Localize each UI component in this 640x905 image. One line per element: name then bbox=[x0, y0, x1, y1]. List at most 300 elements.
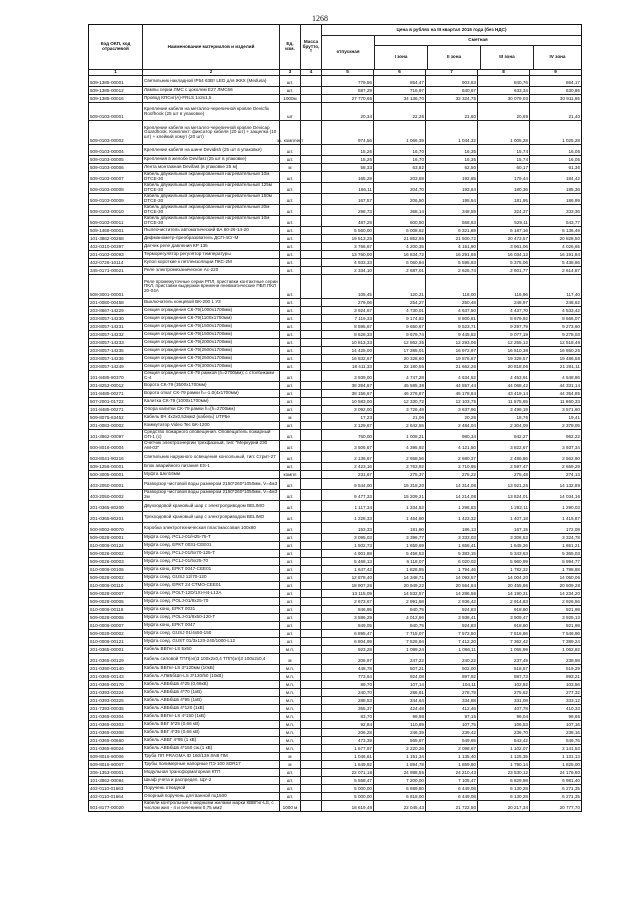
row-code: 509-0103-00009 bbox=[90, 198, 124, 204]
row-zone3-price: 181,95 bbox=[477, 194, 529, 204]
row-zone3-price: 19 328,57 bbox=[477, 355, 529, 362]
row-zone1-price: 6 008,62 bbox=[373, 227, 425, 234]
row-name: Кабель двужильный экранированный нагревательный 150м DTCE-30 bbox=[142, 194, 279, 204]
row-zone4-price: 2 926,56 bbox=[529, 598, 581, 605]
row-zone4-price: 2 659,29 bbox=[529, 463, 581, 470]
row-unit: м bbox=[279, 414, 300, 421]
row-zone1-price: 45 585,38 bbox=[373, 382, 425, 389]
row-mass bbox=[300, 103, 321, 120]
row-unit: шт. bbox=[279, 251, 300, 258]
row-code: 510-0006-00124 bbox=[90, 543, 124, 549]
row-mass bbox=[300, 76, 321, 86]
row-release-price: 16 832,67 bbox=[321, 355, 373, 362]
row-zone1-price: 22,26 bbox=[373, 103, 425, 120]
row-unit: м.п. bbox=[279, 729, 300, 736]
row-zone1-price: 1 099,24 bbox=[373, 646, 425, 653]
table-row bbox=[89, 680, 581, 688]
row-zone3-price: 14 004,20 bbox=[477, 574, 529, 581]
row-name: Шкаф учета и распредел. ЩУ-2 bbox=[142, 777, 279, 784]
row-name: Коробка электротехническая пластмассовая 100х80 bbox=[142, 523, 279, 533]
row-zone3-price: 887,73 bbox=[477, 673, 529, 680]
row-zone3-price: 248,97 bbox=[477, 299, 529, 306]
row-zone2-price: 278,79 bbox=[425, 689, 477, 696]
row-code: 510-0006-00110 bbox=[90, 583, 124, 589]
row-zone4-price: 1 788,88 bbox=[529, 566, 581, 573]
row-mass bbox=[300, 422, 321, 429]
row-unit: шт. bbox=[279, 331, 300, 338]
row-name: Лампы серии ЛМС с цоколем Е27 ЛМС66 bbox=[142, 87, 279, 94]
row-mass bbox=[300, 550, 321, 557]
row-code: 201-0103-00093 bbox=[90, 252, 124, 258]
row-release-price: 13 760,00 bbox=[321, 251, 373, 258]
row-release-price: 355,37 bbox=[321, 705, 373, 712]
table-row bbox=[89, 800, 581, 811]
row-code: 101-8485-00271 bbox=[90, 391, 124, 397]
row-zone1-price: 15 318,20 bbox=[373, 479, 425, 489]
row-name: Опорный поручень для ванной пц1500 bbox=[142, 793, 279, 800]
row-zone1-price: 2 642,55 bbox=[373, 422, 425, 429]
row-unit: шт. bbox=[279, 777, 300, 784]
row-zone1-price: 924,08 bbox=[373, 673, 425, 680]
row-unit: шт. bbox=[279, 452, 300, 462]
row-zone2-price: 6 321,89 bbox=[425, 227, 477, 234]
row-zone4-price: 277,32 bbox=[529, 689, 581, 696]
table-row bbox=[89, 462, 581, 470]
row-zone4-price: 21,40 bbox=[529, 103, 581, 120]
table-row bbox=[89, 234, 581, 242]
row-code: 510-0006-00106 bbox=[90, 567, 124, 573]
row-zone2-price: 107,75 bbox=[425, 721, 477, 728]
row-zone1-price: 15 209,21 bbox=[373, 490, 425, 500]
row-release-price: 279,06 bbox=[321, 299, 373, 306]
row-zone2-price: 195,54 bbox=[425, 194, 477, 204]
row-release-price: 5 468,13 bbox=[321, 558, 373, 565]
row-zone1-price: 1 826,55 bbox=[373, 566, 425, 573]
row-mass bbox=[300, 471, 321, 478]
row-name: Секция ограждения СК-79(1500х1700мм) bbox=[142, 323, 279, 330]
row-name: Кабель ВВГ 5*25 (0,66 кВ) bbox=[142, 721, 279, 728]
row-unit: шт. bbox=[279, 315, 300, 322]
row-zone1-price: 21,06 bbox=[373, 414, 425, 421]
row-zone4-price: 962,22 bbox=[529, 430, 581, 440]
row-unit: шт. bbox=[279, 339, 300, 346]
row-zone4-price: 1 825,00 bbox=[529, 761, 581, 768]
row-zone1-price: 16,70 bbox=[373, 145, 425, 155]
row-zone1-price: 7 526,94 bbox=[373, 638, 425, 645]
row-name: Трехходовой крановый шар с электроприводом BELIMO bbox=[142, 512, 279, 522]
row-name: Кабель АВБбШв 4*25 (0,66кВ) bbox=[142, 681, 279, 688]
table-row bbox=[89, 314, 581, 322]
row-mass bbox=[300, 406, 321, 413]
row-zone2-price: 5 595,93 bbox=[425, 259, 477, 266]
row-code: 403-2050-00002 bbox=[90, 494, 124, 500]
row-release-price: 89,70 bbox=[321, 681, 373, 688]
header-zone1: I зона bbox=[394, 54, 408, 60]
row-unit: шт. bbox=[279, 347, 300, 354]
row-zone1-price: 16,70 bbox=[373, 156, 425, 163]
row-release-price: 2 129,67 bbox=[321, 422, 373, 429]
row-release-price: 298,73 bbox=[321, 205, 373, 215]
table-row bbox=[89, 330, 581, 338]
table-row bbox=[89, 629, 581, 637]
row-name: Светильник наружного освещения консольный, тип: Стрит-27 bbox=[142, 452, 279, 462]
table-row bbox=[89, 182, 581, 193]
row-zone1-price: 3 396,77 bbox=[373, 534, 425, 541]
row-code: 509-0026-00003 bbox=[90, 559, 124, 565]
row-release-price: 2 334,10 bbox=[321, 267, 373, 274]
row-zone4-price: 20 509,28 bbox=[529, 582, 581, 589]
row-zone3-price: 529,11 bbox=[477, 216, 529, 226]
table-row bbox=[89, 653, 581, 664]
row-name: Муфта Шкл16мм bbox=[142, 471, 279, 478]
row-zone2-price: 14 286,56 bbox=[425, 590, 477, 597]
row-zone2-price: 239,42 bbox=[425, 729, 477, 736]
row-zone4-price: 4 548,86 bbox=[529, 371, 581, 381]
row-zone3-price: 20 818,06 bbox=[477, 363, 529, 370]
row-zone1-price: 368,14 bbox=[373, 205, 425, 215]
row-release-price: 166,11 bbox=[321, 183, 373, 193]
row-zone2-price: 502,00 bbox=[425, 665, 477, 672]
table-row bbox=[89, 645, 581, 653]
row-release-price: 165,28 bbox=[321, 172, 373, 182]
row-unit: шт. bbox=[279, 622, 300, 629]
header-prices bbox=[321, 25, 581, 69]
table-row bbox=[89, 250, 581, 258]
row-zone2-price: 250,48 bbox=[425, 299, 477, 306]
row-zone3-price: 918,60 bbox=[477, 622, 529, 629]
row-zone1-price: 204,70 bbox=[373, 183, 425, 193]
row-zone4-price: 2 379,05 bbox=[529, 422, 581, 429]
row-zone3-price: 1 407,18 bbox=[477, 512, 529, 522]
row-unit: м.п. bbox=[279, 737, 300, 744]
row-mass bbox=[300, 156, 321, 163]
row-zone4-price: 14 034,16 bbox=[529, 490, 581, 500]
table-row bbox=[89, 511, 581, 522]
row-unit: шт. bbox=[279, 614, 300, 621]
row-zone3-price: 2 597,47 bbox=[477, 463, 529, 470]
row-mass bbox=[300, 729, 321, 736]
table-row bbox=[89, 75, 581, 86]
row-release-price: 13 115,09 bbox=[321, 590, 373, 597]
row-code: 203-8667-14229 bbox=[90, 308, 124, 314]
row-code: 509-0103-00008 bbox=[90, 187, 124, 193]
row-release-price: 3 924,67 bbox=[321, 307, 373, 314]
row-zone1-price: 1 659,69 bbox=[373, 542, 425, 549]
row-zone3-price: 3 306,53 bbox=[477, 534, 529, 541]
row-zone1-price: 9 679,74 bbox=[373, 331, 425, 338]
header-num: 5 bbox=[321, 70, 373, 75]
row-zone3-price: 44 068,42 bbox=[477, 382, 529, 389]
row-unit: эк. комплект bbox=[279, 121, 300, 144]
row-mass bbox=[300, 614, 321, 621]
row-zone1-price: 1 066,39 bbox=[373, 121, 425, 144]
row-name: Муфта соед. PCLJ-01/5х25-70 bbox=[142, 558, 279, 565]
row-mass bbox=[300, 501, 321, 511]
table-row bbox=[89, 94, 581, 102]
row-zone2-price: 14 314,08 bbox=[425, 479, 477, 489]
row-mass bbox=[300, 622, 321, 629]
row-code: 203-8057-14231 bbox=[90, 324, 124, 330]
row-zone1-price: 12 330,72 bbox=[373, 398, 425, 405]
table-row bbox=[89, 413, 581, 421]
row-zone2-price: 348,59 bbox=[425, 205, 477, 215]
row-release-price: 8 628,33 bbox=[321, 331, 373, 338]
row-code: 509-8016-90006 bbox=[90, 754, 124, 760]
row-zone2-price: 897,92 bbox=[425, 673, 477, 680]
row-zone1-price: 16 834,72 bbox=[373, 251, 425, 258]
row-name: Секция ограждения СК-79(1100х1700мм) bbox=[142, 315, 279, 322]
row-mass bbox=[300, 452, 321, 462]
row-mass bbox=[300, 390, 321, 397]
row-zone2-price: 1 296,83 bbox=[425, 501, 477, 511]
row-zone2-price: 1 859,60 bbox=[425, 761, 477, 768]
row-code: 101-3862-00084 bbox=[90, 778, 124, 784]
row-zone3-price: 106,53 bbox=[477, 721, 529, 728]
row-code: 201-0080-00458 bbox=[90, 300, 124, 306]
row-unit: шт. bbox=[279, 183, 300, 193]
row-zone4-price: 3 571,60 bbox=[529, 406, 581, 413]
header-unit: Ед. изм. bbox=[279, 25, 300, 69]
row-zone3-price: 4 437,70 bbox=[477, 307, 529, 314]
row-name: Кабель двужильный экранированный нагревательный 10м DTCE-30 bbox=[142, 216, 279, 226]
row-name: Муфта соед. ЕРКТ 0031-СЕЕ01 bbox=[142, 542, 279, 549]
row-zone1-price: 854,47 bbox=[373, 76, 425, 86]
row-name: Ворота СК-79 (3500х1700мм) bbox=[142, 382, 279, 389]
row-unit: шт. bbox=[279, 205, 300, 215]
row-code: 509-0103-00007 bbox=[90, 176, 124, 182]
row-zone4-price: 5 365,03 bbox=[529, 550, 581, 557]
row-zone4-price: 16,05 bbox=[529, 145, 581, 155]
row-release-price: 153,33 bbox=[321, 523, 373, 533]
row-zone2-price: 412,46 bbox=[425, 705, 477, 712]
header-number-row bbox=[89, 69, 581, 75]
row-mass bbox=[300, 558, 321, 565]
row-name: Муфта соед. ЕРКТ 24 СТМО-СЕЕ01 bbox=[142, 582, 279, 589]
row-zone1-price: 14 348,71 bbox=[373, 574, 425, 581]
row-name: Секция ограждения СК-79(2500х1700мм) bbox=[142, 347, 279, 354]
row-zone4-price: 9 273,60 bbox=[529, 323, 581, 330]
row-zone2-price: 980,34 bbox=[425, 430, 477, 440]
row-zone1-price: 940,75 bbox=[373, 606, 425, 613]
row-zone3-price: 6 130,28 bbox=[477, 785, 529, 792]
row-unit: шт. bbox=[279, 490, 300, 500]
row-zone1-price: 565,67 bbox=[373, 737, 425, 744]
header-delivery: Сметная bbox=[375, 36, 581, 46]
row-zone4-price: 5 438,86 bbox=[529, 259, 581, 266]
row-zone2-price: 21 722,50 bbox=[425, 801, 477, 811]
header-zone3: III зона bbox=[480, 46, 533, 69]
row-zone2-price: 1 044,32 bbox=[425, 121, 477, 144]
table-row bbox=[89, 429, 581, 440]
row-mass bbox=[300, 121, 321, 144]
row-name: Кабель АВБбШв 4*95 (1кВ) bbox=[142, 697, 279, 704]
row-zone2-price: 5 383,15 bbox=[425, 550, 477, 557]
row-release-price: 6 895,47 bbox=[321, 630, 373, 637]
header-zone2: II зона bbox=[427, 46, 480, 69]
row-zone3-price: 3 822,67 bbox=[477, 441, 529, 451]
row-zone2-price: 4 121,50 bbox=[425, 441, 477, 451]
row-name: Трубы полимерные напорные ПЭ 100 SDR17 bbox=[142, 761, 279, 768]
table-row bbox=[89, 338, 581, 346]
row-zone3-price: 20 473,57 bbox=[477, 235, 529, 242]
row-zone2-price: 24 210,43 bbox=[425, 769, 477, 776]
row-zone4-price: 8 666,07 bbox=[529, 315, 581, 322]
row-release-price: 4 933,33 bbox=[321, 259, 373, 266]
row-code: 509-0103-00010 bbox=[90, 209, 124, 215]
row-release-price: 231,67 bbox=[321, 471, 373, 478]
row-name: Модульная трансформаторная КТП bbox=[142, 769, 279, 776]
row-zone1-price: 2 991,68 bbox=[373, 598, 425, 605]
row-name: Кабель АПвБбШп-LS 3*120/50 (10кВ) bbox=[142, 673, 279, 680]
row-zone2-price: 45 178,84 bbox=[425, 390, 477, 397]
row-name: Муфта соед. PCLJ-01/5х70-125-Т bbox=[142, 550, 279, 557]
row-release-price: 3 939,00 bbox=[321, 371, 373, 381]
row-zone1-price: 716,97 bbox=[373, 87, 425, 94]
row-release-price: 15,26 bbox=[321, 145, 373, 155]
row-unit: шт. bbox=[279, 323, 300, 330]
row-zone1-price: 1 894,78 bbox=[373, 761, 425, 768]
row-zone2-price: 192,85 bbox=[425, 172, 477, 182]
row-code: 509-0103-00002 bbox=[90, 138, 124, 144]
row-zone3-price: 5 960,99 bbox=[477, 558, 529, 565]
row-zone2-price: 903,63 bbox=[425, 76, 477, 86]
row-zone1-price: 9 174,82 bbox=[373, 315, 425, 322]
row-name: Крепление кабеля на шине Devidish (25 шт в упаковке) bbox=[142, 145, 279, 155]
row-release-price: 3 506,67 bbox=[321, 441, 373, 451]
table-row bbox=[89, 258, 581, 266]
row-unit: м bbox=[279, 753, 300, 760]
row-zone3-price: 8 679,92 bbox=[477, 315, 529, 322]
row-zone3-price: 3 961,06 bbox=[477, 243, 529, 250]
row-name: Кабель двужильный экранированный нагревательный 125м DTCE-30 bbox=[142, 183, 279, 193]
row-zone1-price: 14 532,57 bbox=[373, 590, 425, 597]
row-zone2-price: 14 214,08 bbox=[425, 490, 477, 500]
row-zone1-price: 7 200,00 bbox=[373, 777, 425, 784]
row-zone2-price: 1 066,11 bbox=[425, 646, 477, 653]
row-zone2-price: 4 634,52 bbox=[425, 371, 477, 381]
row-zone2-price: 2 484,04 bbox=[425, 422, 477, 429]
row-zone3-price: 2 914,83 bbox=[477, 598, 529, 605]
row-code: 509-0028-00007 bbox=[90, 591, 124, 597]
table-row bbox=[89, 163, 581, 171]
row-code: 510-0006-00007 bbox=[90, 623, 124, 629]
row-code: 201-0365-80024 bbox=[90, 746, 124, 752]
row-release-price: 14 425,00 bbox=[321, 347, 373, 354]
row-zone1-price: 63,82 bbox=[373, 164, 425, 171]
row-zone2-price: 924,83 bbox=[425, 622, 477, 629]
row-zone2-price: 275,22 bbox=[425, 471, 477, 478]
table-row bbox=[89, 346, 581, 354]
row-zone2-price: 1 656,41 bbox=[425, 542, 477, 549]
row-name: Кабель АВБбШв 4*70 (1кВ) bbox=[142, 689, 279, 696]
row-mass bbox=[300, 355, 321, 362]
row-release-price: 6 804,99 bbox=[321, 638, 373, 645]
row-name: Кабель двужильный экранированный нагревательный 20м DTCE-30 bbox=[142, 205, 279, 215]
row-release-price: 5 000,00 bbox=[321, 793, 373, 800]
row-zone3-price: 407,78 bbox=[477, 705, 529, 712]
row-zone3-price: 840,76 bbox=[477, 76, 529, 86]
row-unit: м bbox=[279, 761, 300, 768]
row-name: Кабель ВЧ 4х2х0,52мм2 (кабель) UTP5е bbox=[142, 414, 279, 421]
row-zone3-price: 1 005,28 bbox=[477, 121, 529, 144]
table-row bbox=[89, 792, 581, 800]
row-mass bbox=[300, 542, 321, 549]
row-code: 509-0103-00001 bbox=[90, 114, 124, 120]
row-zone2-price: 21,60 bbox=[425, 103, 477, 120]
row-release-price: 448,78 bbox=[321, 665, 373, 672]
row-zone3-price: 9 077,19 bbox=[477, 331, 529, 338]
row-zone4-price: 12 518,49 bbox=[529, 339, 581, 346]
row-mass bbox=[300, 259, 321, 266]
row-mass bbox=[300, 785, 321, 792]
row-name: Крепление кабеля на металло-черепичной кровле Devicap Guardhook. Комплект: фиксатор кабеля (20 шт) + защелка (10 шт) + клейкий хомут (20 шт) bbox=[142, 121, 279, 144]
row-zone4-price: 4 026,65 bbox=[529, 243, 581, 250]
row-zone4-price: 30 911,65 bbox=[529, 95, 581, 102]
row-unit: шт. bbox=[279, 566, 300, 573]
row-name: Кабель ВВГ 4*35 (0,66 кВ) bbox=[142, 729, 279, 736]
row-zone4-price: 172,08 bbox=[529, 523, 581, 533]
table-row bbox=[89, 215, 581, 226]
row-release-price: 105,45 bbox=[321, 275, 373, 298]
row-zone4-price: 333,12 bbox=[529, 697, 581, 704]
row-zone4-price: 21 261,11 bbox=[529, 363, 581, 370]
row-unit: шт. bbox=[279, 422, 300, 429]
row-zone4-price: 543,77 bbox=[529, 216, 581, 226]
table-row bbox=[89, 397, 581, 405]
row-zone4-price: 333,36 bbox=[529, 205, 581, 215]
row-unit: шт. bbox=[279, 267, 300, 274]
row-zone2-price: 118,00 bbox=[425, 275, 477, 298]
row-zone1-price: 7 715,07 bbox=[373, 630, 425, 637]
row-code: 201-0365-00170 bbox=[90, 682, 124, 688]
row-zone1-price: 120,21 bbox=[373, 275, 425, 298]
row-zone2-price: 21 500,72 bbox=[425, 235, 477, 242]
row-release-price: 3 586,29 bbox=[321, 614, 373, 621]
row-unit: м.п. bbox=[279, 673, 300, 680]
table-row bbox=[89, 672, 581, 680]
row-unit: шт. bbox=[279, 371, 300, 381]
row-release-price: 846,95 bbox=[321, 606, 373, 613]
row-name: Разворзор чистовой воды размером 2150*260*1050мм, V=4м3 2м bbox=[144, 489, 278, 499]
row-zone4-price: 14 132,89 bbox=[529, 479, 581, 489]
row-zone1-price: 4 395,92 bbox=[373, 441, 425, 451]
row-zone3-price: 324,37 bbox=[477, 205, 529, 215]
table-row bbox=[89, 736, 581, 744]
row-release-price: 18 907,26 bbox=[321, 582, 373, 589]
table-row bbox=[89, 470, 581, 478]
row-zone1-price: 1 464,80 bbox=[373, 512, 425, 522]
row-mass bbox=[300, 331, 321, 338]
row-zone1-price: 4 200,35 bbox=[373, 243, 425, 250]
row-zone4-price: 11 860,33 bbox=[529, 398, 581, 405]
row-code: 509-0028-00001 bbox=[90, 535, 124, 541]
row-mass bbox=[300, 307, 321, 314]
row-code: 203-8057-14233 bbox=[90, 340, 124, 346]
row-name: Купол короткие к петлеизоляции ПКС-2М bbox=[142, 259, 279, 266]
table-row bbox=[89, 664, 581, 672]
row-zone2-price: 44 557,44 bbox=[425, 382, 477, 389]
row-zone3-price: 3 909,47 bbox=[477, 614, 529, 621]
table-row bbox=[89, 549, 581, 557]
table-row bbox=[89, 589, 581, 597]
row-zone4-price: 274,13 bbox=[529, 471, 581, 478]
row-unit: шт. bbox=[279, 638, 300, 645]
table-row bbox=[89, 171, 581, 182]
row-zone4-price: 14 234,20 bbox=[529, 590, 581, 597]
row-name: Реле электромеханическое Ас-220 bbox=[142, 267, 279, 274]
row-release-price: 7 119,33 bbox=[321, 315, 373, 322]
row-name: Труба ПП PRAGMA ID 160/139 SN8 ПМ bbox=[142, 753, 279, 760]
